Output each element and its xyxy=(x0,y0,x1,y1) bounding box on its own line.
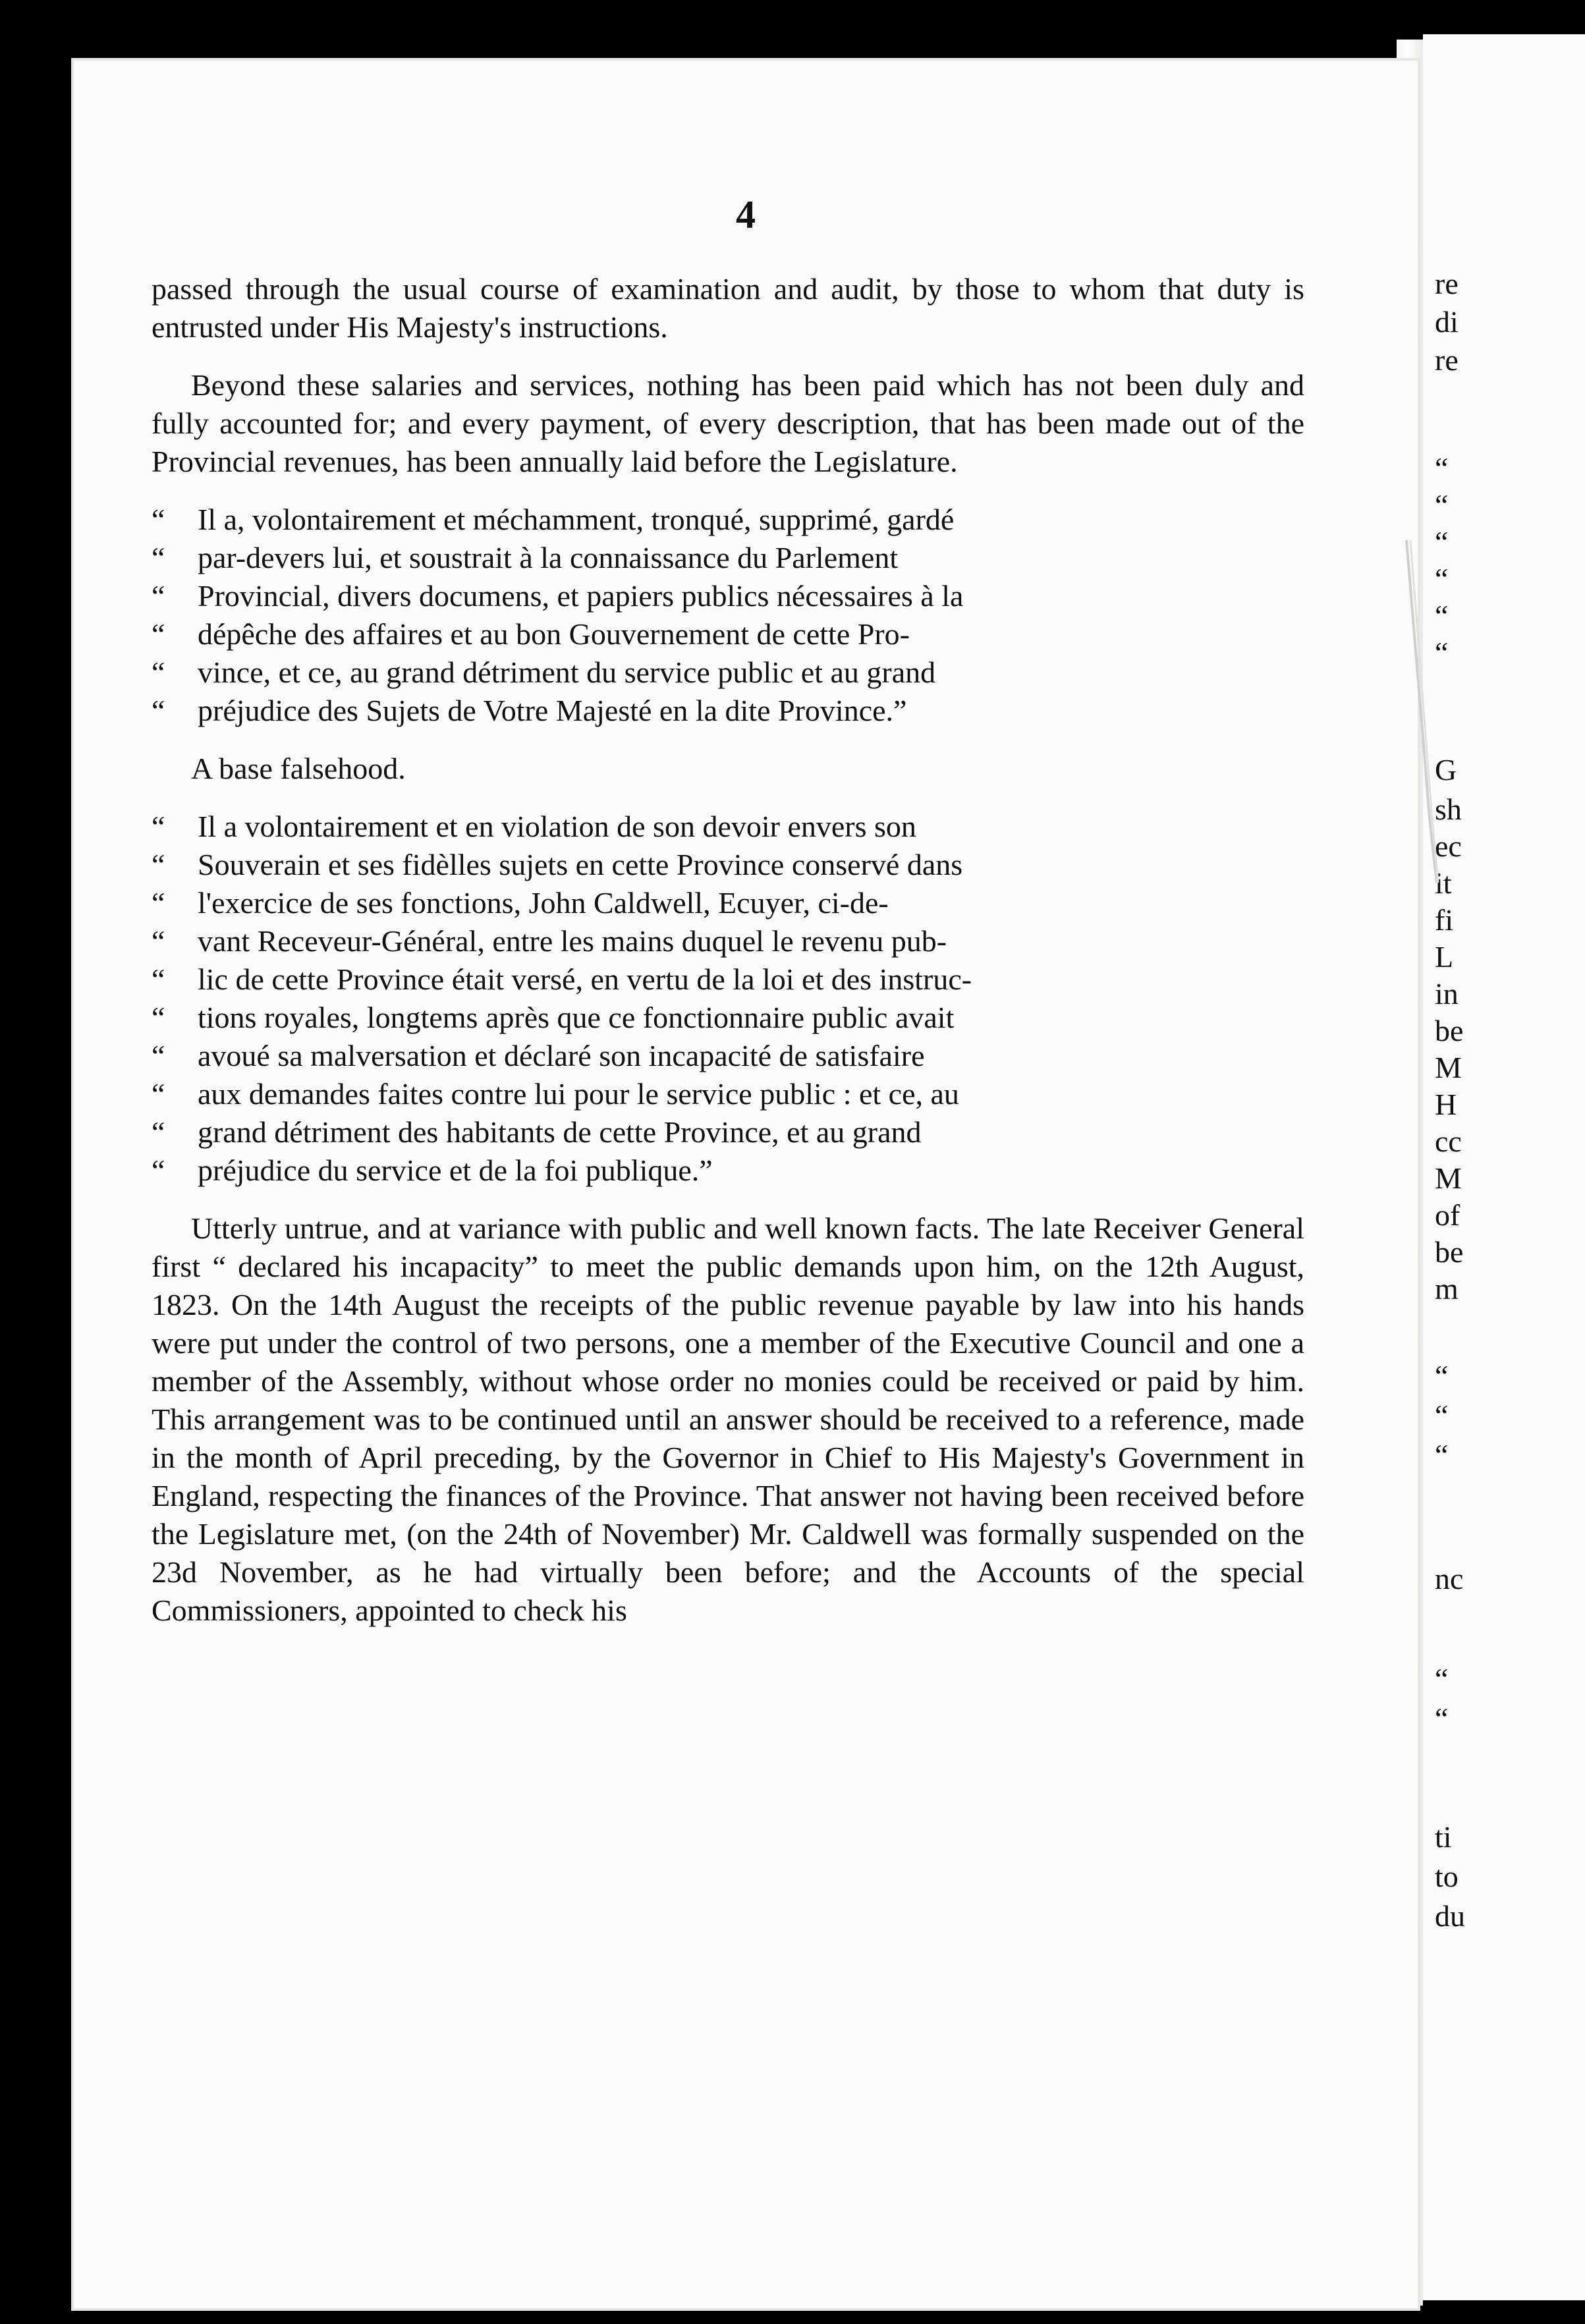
facing-text-fragment: be xyxy=(1435,1014,1464,1047)
facing-text-fragment: “ xyxy=(1435,488,1449,522)
facing-text-fragment: ti xyxy=(1435,1820,1452,1854)
quote-line: “ grand détriment des habitants de cette Province, et au grand xyxy=(152,1115,922,1149)
quote-line: “ tions royales, longtems après que ce fonctionnaire public avait xyxy=(152,1001,955,1034)
quote-line: “ lic de cette Province était versé, en vertu de la loi et des instruc- xyxy=(152,962,972,996)
facing-text-fragment: fi xyxy=(1435,903,1454,937)
facing-text-fragment: “ xyxy=(1435,599,1449,632)
facing-text-fragment: M xyxy=(1435,1161,1462,1195)
facing-text-fragment: “ xyxy=(1435,636,1449,669)
page-body xyxy=(152,270,1304,1649)
facing-text-fragment: “ xyxy=(1435,1359,1449,1393)
quote-caldwell xyxy=(152,808,1304,1190)
binding-thread-icon xyxy=(1400,540,1439,883)
facing-text-fragment: “ xyxy=(1435,451,1449,485)
facing-text-fragment: be xyxy=(1435,1235,1464,1269)
facing-text-fragment: in xyxy=(1435,977,1459,1010)
facing-text-fragment: “ xyxy=(1435,1702,1449,1735)
quote-line: “ préjudice du service et de la foi publique.” xyxy=(152,1153,713,1187)
facing-text-fragment: “ xyxy=(1435,525,1449,559)
quote-line: “ Souverain et ses fidèlles sujets en cette Province conservé dans xyxy=(152,848,963,881)
paragraph-salaries: Beyond these salaries and services, nothing has been paid which has not been duly and fully accounted for; and every payment, of every description, that has been made out of the Provincial revenues, has been annually laid before the Legislature. xyxy=(152,368,1304,478)
facing-text-fragment: G xyxy=(1435,753,1457,787)
quote-line: “ l'exercice de ses fonctions, John Caldwell, Ecuyer, ci-de- xyxy=(152,886,889,920)
facing-text-fragment: of xyxy=(1435,1198,1460,1232)
quote-line: “ Provincial, divers documens, et papiers publics nécessaires à la xyxy=(152,579,964,613)
facing-text-fragment: M xyxy=(1435,1051,1462,1084)
quote-line: “ aux demandes faites contre lui pour le service public : et ce, au xyxy=(152,1077,959,1111)
quote-line: “ Il a volontairement et en violation de son devoir envers son xyxy=(152,810,916,843)
facing-text-fragment: cc xyxy=(1435,1124,1462,1158)
facing-text-fragment: “ xyxy=(1435,1398,1449,1432)
facing-text-fragment: it xyxy=(1435,866,1452,900)
facing-page xyxy=(1423,34,1585,2300)
facing-text-fragment: di xyxy=(1435,305,1459,339)
quote-line: “ dépêche des affaires et au bon Gouvernement de cette Pro- xyxy=(152,617,910,651)
quote-line: “ préjudice des Sujets de Votre Majesté en la dite Province.” xyxy=(152,694,907,727)
facing-text-fragment: du xyxy=(1435,1899,1465,1933)
reply-untrue: Utterly untrue, and at variance with public and well known facts. The late Receiver General first “ declared his incapacity” to meet the public demands upon him, on the 12th August, 1823. On the 14th August the receipts of the public revenue payable by law into his hands were put under the control of two persons, one a member of the Executive Council and one a member of the Assembly, without whose order no monies could be received or paid by him. This arrangement was to be continued until an answer should be received to a reference, made in the month of April preceding, by the Governor in Chief to His Majesty's Government in England, respecting the finances of the Province. That answer not having been received before the Legislature met, (on the 24th of November) Mr. Caldwell was formally suspended on the 23d November, as he had virtually been before; and the Accounts of the special Commissioners, appointed to check his xyxy=(152,1211,1304,1627)
facing-text-fragment: m xyxy=(1435,1272,1459,1306)
facing-text-fragment: sh xyxy=(1435,792,1462,826)
facing-text-fragment: “ xyxy=(1435,562,1449,595)
quote-line: “ Il a, volontairement et méchamment, tronqué, supprimé, gardé xyxy=(152,503,955,536)
quote-documents xyxy=(152,501,1304,730)
reply-falsehood: A base falsehood. xyxy=(191,752,406,785)
facing-text-fragment: “ xyxy=(1435,1438,1449,1472)
facing-text-fragment: H xyxy=(1435,1088,1457,1121)
facing-text-fragment: ec xyxy=(1435,829,1462,863)
facing-text-fragment: L xyxy=(1435,940,1454,974)
quote-line: “ vince, et ce, au grand détriment du service public et au grand xyxy=(152,655,936,689)
facing-text-fragment: re xyxy=(1435,343,1459,377)
facing-text-fragment: to xyxy=(1435,1860,1459,1893)
facing-text-fragment: re xyxy=(1435,267,1459,300)
facing-text-fragment: nc xyxy=(1435,1562,1464,1595)
quote-line: “ vant Receveur-Général, entre les mains duquel le revenu pub- xyxy=(152,924,947,958)
quote-line: “ par-devers lui, et soustrait à la connaissance du Parlement xyxy=(152,541,899,574)
paragraph-audit: passed through the usual course of examination and audit, by those to whom that duty is entrusted under His Majesty's instructions. xyxy=(152,272,1304,344)
page-number: 4 xyxy=(736,193,756,236)
facing-text-fragment: “ xyxy=(1435,1662,1449,1696)
quote-line: “ avoué sa malversation et déclaré son incapacité de satisfaire xyxy=(152,1039,925,1072)
